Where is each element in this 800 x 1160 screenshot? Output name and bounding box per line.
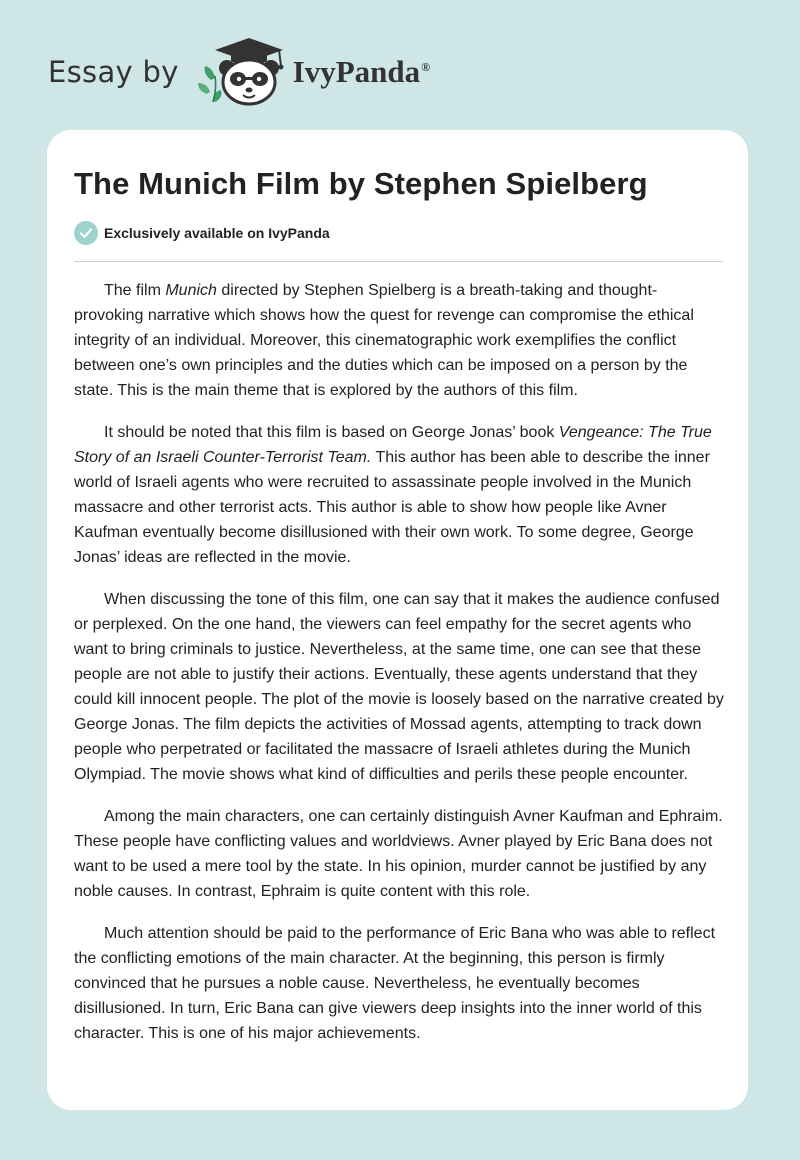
essay-body [74, 278, 724, 1063]
page-title: The Munich Film by Stephen Spielberg [74, 166, 648, 201]
paragraph-5: Much attention should be paid to the performance of Eric Bana who was able to reflect the conflicting emotions of the main character. At the beginning, this person is firmly convinced that he pursues a noble cause. Nevertheless, he eventually becomes disillusioned. In turn, Eric Bana can give viewers deep insights into the inner world of this character. This is one of his major achievements. [74, 925, 716, 1042]
paragraph-2: It should be noted that this film is based on George Jonas’ book Vengeance: The True Story of an Israeli Counter-Terrorist Team. This author has been able to describe the inner world of Israeli agents who were recruited to assassinate people involved in the Munich massacre and other terrorist acts. This author is able to show how people like Avner Kaufman eventually become disillusioned with their own work. To some degree, George Jonas’ ideas are reflected in the movie. [74, 424, 712, 566]
site-header [48, 36, 430, 108]
paragraph-3: When discussing the tone of this film, one can say that it makes the audience confused or perplexed. On the one hand, the viewers can feel empathy for the secret agents who want to bring criminals to justice. Nevertheless, at the same time, one can see that these people are not able to justify their actions. Eventually, these agents understand that they could kill innocent people. The plot of the movie is loosely based on the narrative created by George Jonas. The film depicts the activities of Mossad agents, attempting to track down people who perpetrated or facilitated the massacre of Israeli athletes during the Munich Olympiad. The movie shows what kind of difficulties and perils these people encounter. [74, 591, 724, 783]
paragraph-1: The film Munich directed by Stephen Spielberg is a breath-taking and thought-provoking narrative which shows how the quest for revenge can compromise the ethical integrity of an individual. Moreover, this cinematographic work exemplifies the conflict between one’s own principles and the duties which can be imposed on a person by the state. This is the main theme that is explored by the authors of this film. [74, 282, 694, 399]
exclusive-label: Exclusively available on IvyPanda [104, 225, 330, 241]
brand-prefix: Essay by [48, 55, 179, 89]
divider [74, 261, 723, 262]
registered-mark: ® [421, 59, 431, 74]
exclusive-badge [74, 221, 330, 245]
essay-card [47, 130, 748, 1110]
check-icon [74, 221, 98, 245]
paragraph-4: Among the main characters, one can certainly distinguish Avner Kaufman and Ephraim. These people have conflicting values and worldviews. Avner played by Eric Bana does not want to be used a mere tool by the state. In his opinion, murder cannot be justified by any noble causes. In contrast, Ephraim is quite content with this role. [74, 808, 723, 900]
ivy-leaf-icon [198, 66, 221, 102]
ivypanda-logo-icon[interactable] [197, 36, 289, 108]
brand-name[interactable]: IvyPanda® [292, 54, 431, 89]
